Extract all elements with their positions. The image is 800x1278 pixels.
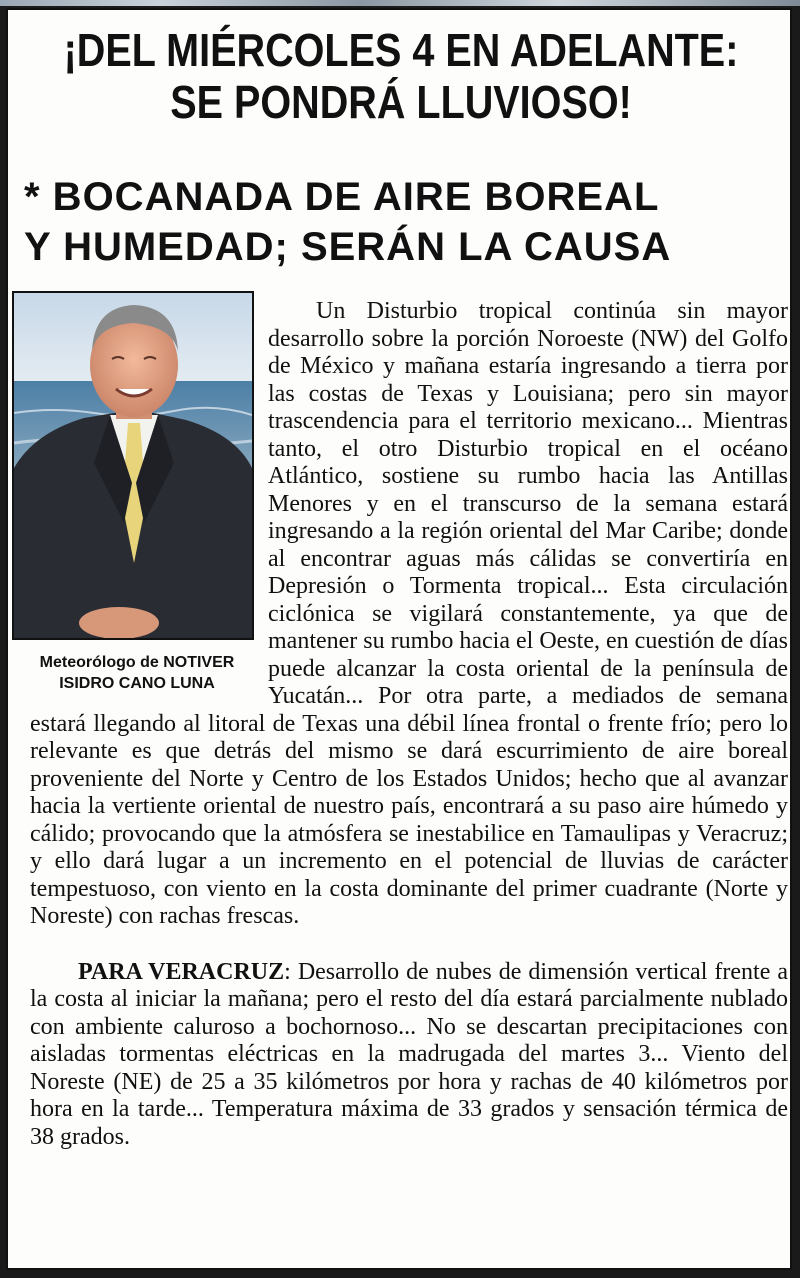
caption-line-1: Meteorólogo de NOTIVER xyxy=(39,654,235,671)
article-paragraph-1: Un Disturbio tropical continúa sin mayor desarrollo sobre la porción Noroeste (NW) del Golfo de México y mañana estaría ingresando a tierra por las costas de Texas y Louisiana; pero sin mayor trascendencia para el territorio mexicano... Mientras tanto, el otro Disturbio tropical en el océano Atlántico, sostiene su rumbo hacia las Antillas Menores y en el transcurso de la semana estará ingresando a la región oriental del Mar Caribe; donde al encontrar aguas más cálidas se convertiría en Depresión o Tormenta tropical... Esta circulación ciclónica se vigilará constantemente, ya que de mantener su rumbo hacia el Oeste, en cuestión de días puede alcanzar la costa oriental de la península de Yucatán... Por otra parte, a mediados de semana estará llegando al litoral de Texas una débil línea frontal o frente frío; pero lo relevante es que detrás del mismo se dará escurrimiento de aire boreal proveniente del Norte y Centro de los Estados Unidos; hecho que al avanzar hacia la vertiente oriental de nuestro país, encontrará a su paso aire húmedo y cálido; provocando que la atmósfera se inestabilice en Tamaulipas y Veracruz; y ello dará lugar a un incremento en el potencial de lluvias de carácter tempestuoso, con viento en la costa dominante del primer cuadrante (Norte y Noreste) con rachas frescas. xyxy=(30,298,788,929)
subheadline-line-1: * BOCANADA DE AIRE BOREAL xyxy=(24,175,660,219)
veracruz-lead: PARA VERACRUZ xyxy=(78,958,285,985)
subheadline-line-2: Y HUMEDAD; SERÁN LA CAUSA xyxy=(24,225,672,269)
top-photo-strip xyxy=(0,0,800,6)
headline xyxy=(63,24,739,128)
article-body xyxy=(30,298,788,1151)
caption-line-2: ISIDRO CANO LUNA xyxy=(59,675,215,692)
headline-line-2: SE PONDRÁ LLUVIOSO! xyxy=(170,76,632,128)
subheadline xyxy=(24,172,784,272)
photo-wrap-spacer xyxy=(8,298,252,700)
headline-line-1: ¡DEL MIÉRCOLES 4 EN ADELANTE: xyxy=(63,24,739,76)
veracruz-forecast-text: : Desarrollo de nubes de dimensión vertical frente a la costa al iniciar la mañana; pero el resto del día estará parcialmente nublado con ambiente caluroso a bochornoso... No se descartan precipitaciones con aisladas tormentas eléctricas en la madrugada del martes 3... Viento del Noreste (NE) de 25 a 35 kilómetros por hora y rachas de 40 kilómetros por hora en la tarde... Temperatura máxima de 33 grados y sensación térmica de 38 grados. xyxy=(30,958,789,1150)
newspaper-clipping xyxy=(6,8,792,1270)
article-paragraph-2 xyxy=(30,959,788,1152)
